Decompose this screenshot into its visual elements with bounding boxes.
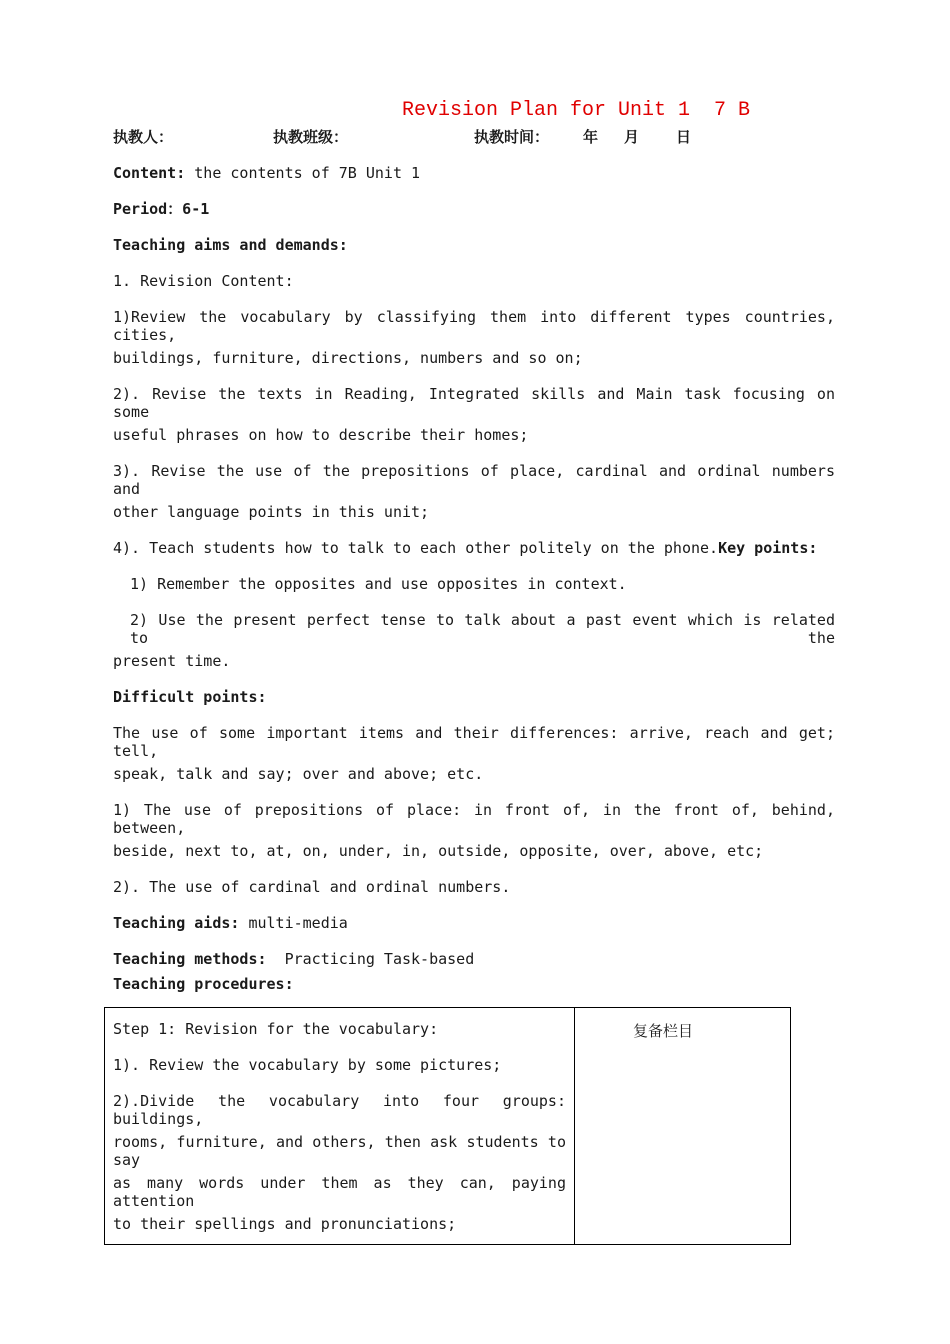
content-text: the contents of 7B Unit 1 bbox=[185, 164, 421, 182]
page-title: Revision Plan for Unit 1 7 B bbox=[402, 99, 751, 122]
key-point-1: 1) Remember the opposites and use opposites in context. bbox=[130, 575, 627, 593]
day-label: 日 bbox=[676, 128, 692, 146]
review-column-heading: 复备栏目 bbox=[633, 1022, 694, 1040]
aim-item-2a: 2). Revise the texts in Reading, Integrated skills and Main task focusing on some bbox=[113, 385, 835, 421]
step1-item-2d: to their spellings and pronunciations; bbox=[113, 1215, 457, 1233]
key-point-2b: present time. bbox=[113, 652, 231, 670]
difficult-line-1b: speak, talk and say; over and above; etc. bbox=[113, 765, 484, 783]
step1-item-2a: 2).Divide the vocabulary into four groups: buildings, bbox=[113, 1092, 566, 1128]
content-line bbox=[113, 164, 420, 182]
procedures-heading: Teaching procedures: bbox=[113, 975, 294, 993]
step1-item-1: 1). Review the vocabulary by some pictures; bbox=[113, 1056, 502, 1074]
year-label: 年 bbox=[583, 128, 599, 146]
aim-item-3b: other language points in this unit; bbox=[113, 503, 430, 521]
methods-label: Teaching methods: bbox=[113, 950, 267, 968]
teacher-label: 执教人： bbox=[113, 128, 174, 146]
difficult-line-2b: beside, next to, at, on, under, in, outside, opposite, over, above, etc; bbox=[113, 842, 764, 860]
procedures-table bbox=[104, 1007, 791, 1245]
revision-content: 1. Revision Content: bbox=[113, 272, 294, 290]
period-line: Period：6-1 bbox=[113, 200, 210, 218]
difficult-line-2a: 1) The use of prepositions of place: in front of, in the front of, behind, between, bbox=[113, 801, 835, 837]
aids-label: Teaching aids: bbox=[113, 914, 240, 932]
step1-item-2c: as many words under them as they can, paying attention bbox=[113, 1174, 566, 1210]
aim-item-1b: buildings, furniture, directions, numbers and so on; bbox=[113, 349, 583, 367]
content-label: Content: bbox=[113, 164, 186, 182]
methods-text: Practicing Task-based bbox=[266, 950, 475, 968]
step1-item-2b: rooms, furniture, and others, then ask students to say bbox=[113, 1133, 566, 1169]
table-divider bbox=[574, 1008, 575, 1244]
methods-line bbox=[113, 950, 474, 968]
month-label: 月 bbox=[624, 128, 640, 146]
aids-line bbox=[113, 914, 348, 932]
step1-heading: Step 1: Revision for the vocabulary: bbox=[113, 1020, 439, 1038]
difficult-heading: Difficult points: bbox=[113, 688, 267, 706]
aim-item-1a: 1)Review the vocabulary by classifying them into different types countries, cities, bbox=[113, 308, 835, 344]
time-label: 执教时间： bbox=[474, 128, 550, 146]
aims-heading: Teaching aims and demands: bbox=[113, 236, 348, 254]
aim-item-4-text: 4). Teach students how to talk to each other politely on the phone. bbox=[113, 539, 719, 557]
aim-item-2b: useful phrases on how to describe their homes; bbox=[113, 426, 529, 444]
aim-item-4 bbox=[113, 539, 817, 557]
aids-text: multi-media bbox=[239, 914, 348, 932]
key-point-2a: 2) Use the present perfect tense to talk about a past event which is related to the bbox=[130, 611, 835, 647]
difficult-line-3: 2). The use of cardinal and ordinal numbers. bbox=[113, 878, 511, 896]
aim-item-3a: 3). Revise the use of the prepositions of place, cardinal and ordinal numbers and bbox=[113, 462, 835, 498]
difficult-line-1a: The use of some important items and their differences: arrive, reach and get; tell, bbox=[113, 724, 835, 760]
class-label: 执教班级： bbox=[273, 128, 349, 146]
key-points-label: Key points: bbox=[718, 539, 818, 557]
